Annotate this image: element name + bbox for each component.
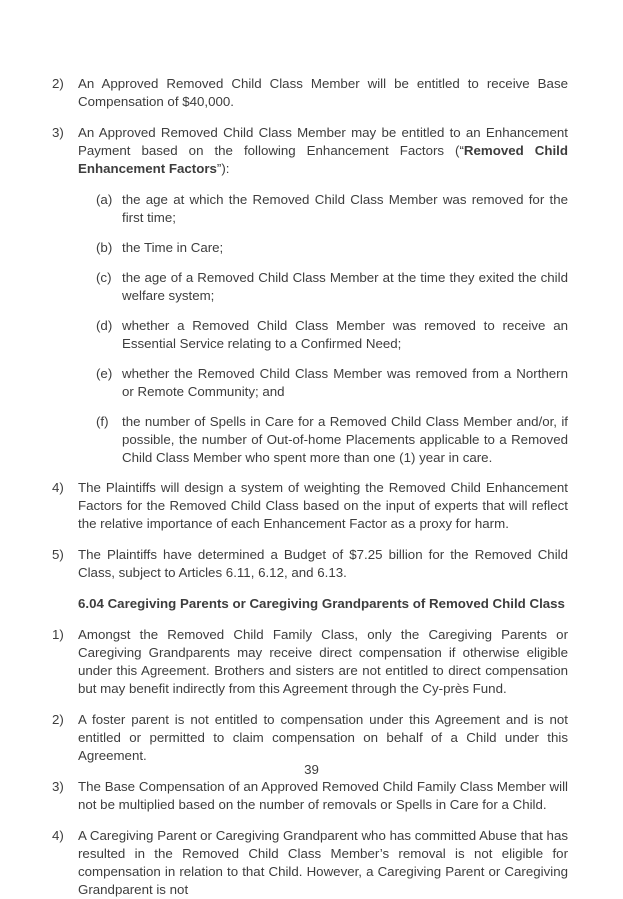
- list-marker: 5): [52, 547, 64, 562]
- paragraph-text: A foster parent is not entitled to compensation under this Agreement and is not entitled or permitted to claim compensation on behalf of a Child under this Agreement.: [78, 712, 568, 763]
- paragraph-text: [78, 124, 568, 178]
- list-item-3: [52, 124, 568, 178]
- sublist-item-d: [96, 317, 568, 353]
- list-marker: 4): [52, 480, 64, 495]
- sublist-item-c: [96, 269, 568, 305]
- paragraph-text-bold: Removed Child Enhancement Factors: [78, 143, 568, 176]
- list-marker: (e): [96, 366, 113, 381]
- sublist-item-b: [96, 239, 568, 257]
- list-marker: (b): [96, 240, 113, 255]
- list-item-3b: [52, 778, 568, 814]
- list-item-4: [52, 479, 568, 533]
- list-marker: (c): [96, 270, 112, 285]
- page-number: 39: [304, 762, 319, 777]
- paragraph-text: the number of Spells in Care for a Removed Child Class Member and/or, if possible, the number of Out-of-home Placements applicable to a Removed Child Class Member who spent more than one (1) year in care.: [122, 414, 568, 465]
- section-heading-6-04: 6.04 Caregiving Parents or Caregiving Grandparents of Removed Child Class: [78, 596, 565, 611]
- list-item-2: [52, 75, 568, 111]
- paragraph-text-pre: An Approved Removed Child Class Member may be entitled to an Enhancement Payment based on the following Enhancement Factors (“: [78, 125, 568, 158]
- list-item-5: [52, 546, 568, 582]
- paragraph-text: An Approved Removed Child Class Member will be entitled to receive Base Compensation of $40,000.: [78, 76, 568, 109]
- list-item-2b: [52, 711, 568, 765]
- paragraph-text: whether the Removed Child Class Member was removed from a Northern or Remote Community; and: [122, 366, 568, 399]
- list-marker: 2): [52, 712, 64, 727]
- sublist-item-e: [96, 365, 568, 401]
- paragraph-text: the Time in Care;: [122, 240, 224, 255]
- paragraph-text: Amongst the Removed Child Family Class, only the Caregiving Parents or Caregiving Grandparents may receive direct compensation if otherwise eligible under this Agreement. Brothers and sisters are not entitled to direct compensation but may benefit indirectly from this Agreement through the Cy-près Fund.: [78, 627, 568, 696]
- paragraph-text: A Caregiving Parent or Caregiving Grandparent who has committed Abuse that has resulted in the Removed Child Class Member’s removal is not eligible for compensation in relation to that Child. However, a Caregiving Parent or Caregiving Grandparent is not: [78, 828, 568, 897]
- sublist-item-f: [96, 413, 568, 467]
- list-marker: 3): [52, 125, 64, 140]
- list-marker: (f): [96, 414, 109, 429]
- list-marker: 2): [52, 76, 64, 91]
- paragraph-text: The Base Compensation of an Approved Removed Child Family Class Member will not be multiplied based on the number of removals or Spells in Care for a Child.: [78, 779, 568, 812]
- list-item-1: [52, 626, 568, 698]
- paragraph-text: whether a Removed Child Class Member was removed to receive an Essential Service relating to a Confirmed Need;: [122, 318, 568, 351]
- paragraph-text: the age at which the Removed Child Class Member was removed for the first time;: [122, 192, 568, 225]
- paragraph-text: The Plaintiffs will design a system of weighting the Removed Child Enhancement Factors for the Removed Child Class based on the input of experts that will reflect the relative importance of each Enhancement Factor as a proxy for harm.: [78, 480, 568, 531]
- paragraph-text: the age of a Removed Child Class Member at the time they exited the child welfare system;: [122, 270, 568, 303]
- list-marker: 1): [52, 627, 64, 642]
- list-marker: (d): [96, 318, 113, 333]
- list-item-4b: [52, 827, 568, 899]
- sublist-item-a: [96, 191, 568, 227]
- list-marker: (a): [96, 192, 113, 207]
- paragraph-text-post: ”):: [216, 161, 230, 176]
- list-marker: 4): [52, 828, 64, 843]
- paragraph-text: The Plaintiffs have determined a Budget of $7.25 billion for the Removed Child Class, subject to Articles 6.11, 6.12, and 6.13.: [78, 547, 568, 580]
- list-marker: 3): [52, 779, 64, 794]
